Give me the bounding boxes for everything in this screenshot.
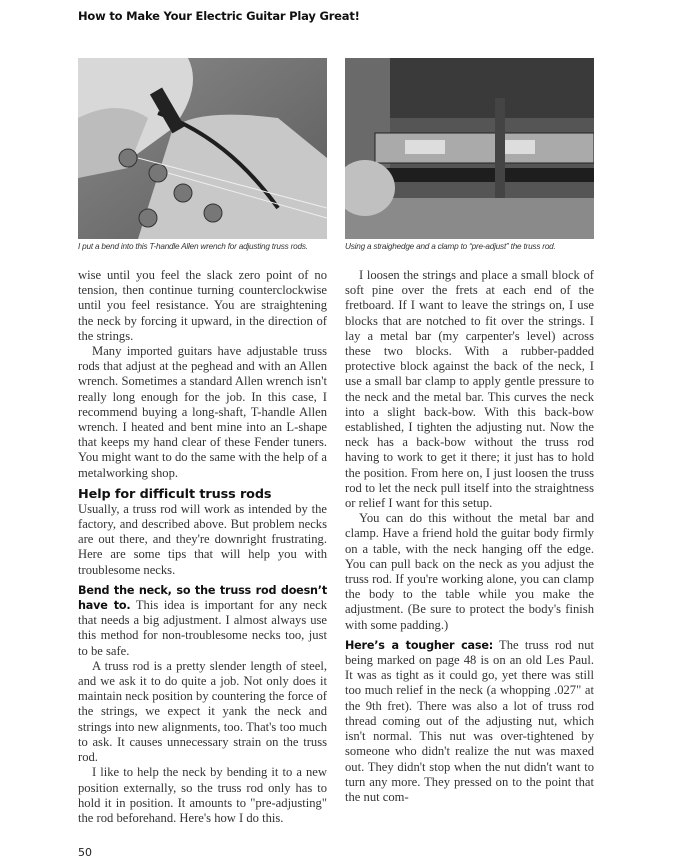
paragraph: I loosen the strings and place a small block of soft pine over the frets at each end of the fretboard. If I want to leave the strings on, I use blocks that are notched to fit over the strings. I lay a metal bar (my carpenter's level) across these two blocks. With a rubber-padded protective block against the back of the neck, I use a small bar clamp to apply gentle pressure to the neck and the metal bar. This curves the neck into a slight back-bow. With this back-bow established, I tighten the adjusting nut. Now the neck has a back-bow without the truss rod having to work to get it there; it just has to hold the position. From here on, I just loosen the truss rod to let the neck pull itself into the straightness or relief I want for this setup. (345, 268, 594, 511)
figure-caption: I put a bend into this T-handle Allen wrench for adjusting truss rods. (78, 242, 308, 251)
photo-straightedge-clamp (345, 58, 594, 239)
paragraph: A truss rod is a pretty slender length of steel, and we ask it to do quite a job. Not only does it maintain neck position by countering the force of the strings, we expect it yank the neck and strings into new alignments, too. That's too much to ask. It causes unnecessary strain on the truss rod. (78, 658, 327, 765)
paragraph: You can do this without the metal bar and clamp. Have a friend hold the guitar body firmly on a table, with the neck hanging off the edge. You can pull back on the neck as you adjust the truss rod. If you're working alone, you can clamp the body to the table while you make the adjustment. (Be sure to protect the body's finish with some padding.) (345, 511, 594, 632)
running-title: How to Make Your Electric Guitar Play Great! (78, 9, 360, 23)
paragraph: wise until you feel the slack zero point of no tension, then continue turning counterclockwise until you feel resistance. You are straightening the neck by forcing it upward, in the direction of the strings. (78, 268, 327, 343)
paragraph-runin (345, 638, 594, 805)
section-heading: Help for difficult truss rods (78, 486, 272, 502)
paragraph: Usually, a truss rod will work as intended by the factory, and described above. But problem necks are out there, and they're downright frustrating. Here are some tips that will help you with troublesome necks. (78, 501, 327, 577)
paragraph-text: This idea is important for any neck that needs a big adjustment. I almost always use this method for non-troublesome necks too, just to be safe. (78, 598, 327, 658)
figure-caption: Using a straighedge and a clamp to “pre-adjust” the truss rod. (345, 242, 556, 251)
right-text-column (345, 268, 594, 805)
paragraph-runin (78, 583, 327, 659)
page-number: 50 (78, 846, 92, 859)
runin-heading: Here’s a tougher case: (345, 638, 494, 652)
runin-heading: Bend the neck, so the truss rod doesn’t have to. (78, 583, 327, 613)
photo-allen-wrench-headstock (78, 58, 327, 239)
paragraph: I like to help the neck by bending it to a new position externally, so the truss rod only has to hold it in position. It amounts to "pre-adjusting" the rod beforehand. Here's how I do this. (78, 765, 327, 825)
paragraph: Many imported guitars have adjustable truss rods that adjust at the peghead and with an Allen wrench. Sometimes a standard Allen wrench isn't really long enough for the job. In this case, I recommend buying a long-shaft, T-handle Allen wrench. I heated and bent mine into an L-shape that keeps my hand clear of these Fender tuners. You might want to do the same with the help of a metalworking shop. (78, 344, 327, 480)
paragraph-text: The truss rod nut being marked on page 48 is on an old Les Paul. It was as tight as it could go, yet there was still too much relief in the neck (a whopping .027" at the 9th fret). There was also a lot of truss rod thread coming out of the adjusting nut, which isn't normal. This nut was over-tightened by someone who didn't realize the nut was maxed out. They didn't stop when the nut didn't want to turn any more. They pressed on to the point that the nut com- (345, 637, 594, 804)
left-text-column (78, 268, 327, 826)
